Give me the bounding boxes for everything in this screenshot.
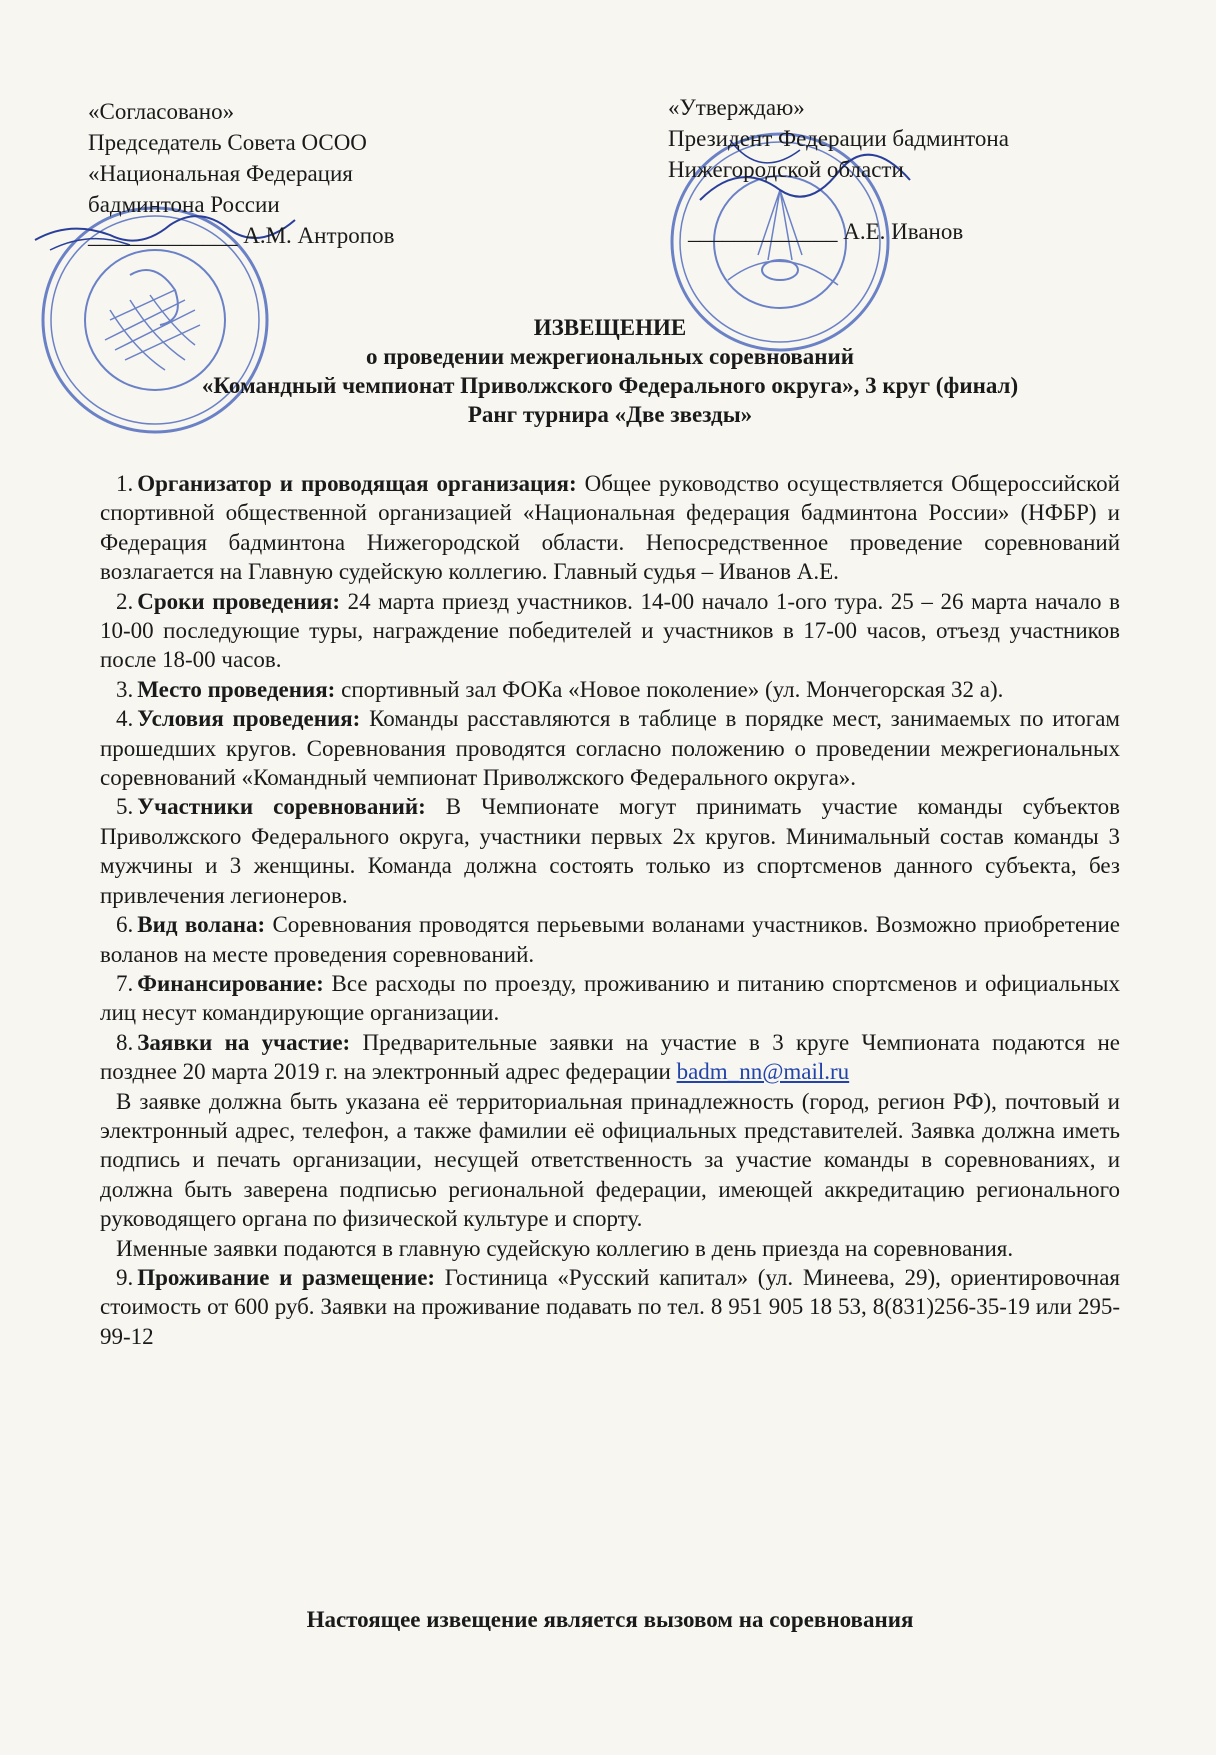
section-text: Гостиница «Русский капитал» (ул. Минеева, 29), ориентировочная стоимость от 600 руб. Заявки на проживание подавать по тел. 8 951 905 18 53, 8(831)256-35-19 или 295-99-12 bbox=[100, 1264, 1120, 1349]
section-heading: Заявки на участие: bbox=[137, 1029, 351, 1055]
section-number: 2. bbox=[116, 588, 134, 614]
section-5 bbox=[100, 792, 1120, 910]
document-title bbox=[100, 313, 1120, 429]
section-text: Общее руководство осуществляется Общероссийской спортивной общественной организацией «Национальная федерация бадминтона России» (НФБР) и Федерация бадминтона Нижегородской области. Непосредственное проведение соревнований возлагается на Главную судейскую коллегию. Главный судья – Иванов А.Е. bbox=[100, 471, 1120, 585]
application-paragraph: В заявке должна быть указана её территориальная принадлежность (город, регион РФ), почтовый и электронный адрес, телефон, а также фамилии её официальных представителей. Заявка должна иметь подпись и печать организации, несущей ответственность за участие команды в соревнованиях, и должна быть заверена подписью региональной федерации, имеющей аккредитацию регионального руководящего органа по физической культуре и спорту. bbox=[100, 1088, 1120, 1232]
header-left-line4: бадминтона России bbox=[88, 192, 280, 217]
section-heading: Проживание и размещение: bbox=[137, 1264, 436, 1290]
section-text: спортивный зал ФОКа «Новое поколение» (ул. Мончегорская 32 а). bbox=[335, 676, 1004, 702]
closing-statement: Настоящее извещение является вызовом на соревнования bbox=[306, 1607, 914, 1632]
title-line4: Ранг турнира «Две звезды» bbox=[467, 402, 753, 427]
section-text: Соревнования проводятся перьевыми воланами участников. Возможно приобретение воланов на месте проведения соревнований. bbox=[100, 912, 1120, 967]
header-left-signature: _____________ А.М. Антропов bbox=[88, 223, 395, 248]
section-1 bbox=[100, 469, 1120, 587]
section-8 bbox=[100, 1028, 1120, 1087]
section-heading: Организатор и проводящая организация: bbox=[137, 471, 577, 496]
email-link[interactable]: badm_nn@mail.ru bbox=[676, 1059, 850, 1085]
header-right-line2: Президент Федерации бадминтона bbox=[668, 126, 1009, 151]
section-number: 9. bbox=[116, 1264, 134, 1290]
section-number: 3. bbox=[116, 676, 134, 702]
header-left-line2: Председатель Совета ОСОО bbox=[88, 130, 367, 155]
section-4 bbox=[100, 704, 1120, 792]
section-number: 5. bbox=[116, 794, 134, 820]
section-6 bbox=[100, 910, 1120, 969]
section-heading: Вид волана: bbox=[137, 912, 266, 938]
section-number: 1. bbox=[116, 471, 134, 496]
section-text: В Чемпионате могут принимать участие команды субъектов Приволжского Федерального округа, участники первых 2х кругов. Минимальный состав команды 3 мужчины и 3 женщины. Команда должна состоять только из спортсменов данного субъекта, без привлечения легионеров. bbox=[100, 794, 1120, 908]
header-right-signature: _____________ А.Е. Иванов bbox=[688, 219, 964, 244]
named-applications-paragraph: Именные заявки подаются в главную судейскую коллегию в день приезда на соревнования. bbox=[116, 1235, 1014, 1261]
section-heading: Место проведения: bbox=[137, 676, 336, 702]
approval-block-right bbox=[668, 92, 1009, 247]
section-9 bbox=[100, 1263, 1120, 1351]
header-right-line3: Нижегородской области bbox=[668, 157, 904, 182]
section-text: 24 марта приезд участников. 14-00 начало 1-ого тура. 25 – 26 марта начало в 10-00 последующие туры, награждение победителей и участников в 17-00 часов, отъезд участников после 18-00 часов. bbox=[100, 588, 1120, 673]
section-number: 7. bbox=[116, 970, 134, 996]
header-left-line1: «Согласовано» bbox=[88, 99, 235, 124]
section-number: 6. bbox=[116, 912, 134, 938]
section-3 bbox=[100, 675, 1120, 704]
section-number: 8. bbox=[116, 1029, 134, 1055]
section-text: Предварительные заявки на участие в 3 круге Чемпионата подаются не позднее 20 марта 2019 г. на электронный адрес федерации bbox=[100, 1029, 1121, 1085]
section-heading: Участники соревнований: bbox=[137, 794, 426, 820]
section-text: Все расходы по проезду, проживанию и питанию спортсменов и официальных лиц несут командирующие организации. bbox=[100, 970, 1120, 1026]
section-text: Команды расставляются в таблице в порядке мест, занимаемых по итогам прошедших кругов. Соревнования проводятся согласно положению о проведении межрегиональных соревнований «Командный чемпионат Приволжского Федерального округа». bbox=[100, 706, 1120, 791]
section-heading: Условия проведения: bbox=[137, 706, 361, 732]
section-heading: Финансирование: bbox=[137, 970, 324, 996]
section-7 bbox=[100, 969, 1120, 1028]
title-line2: о проведении межрегиональных соревнований bbox=[365, 344, 855, 369]
title-line1: ИЗВЕЩЕНИЕ bbox=[533, 315, 687, 340]
section-2 bbox=[100, 587, 1120, 675]
header-left-line3: «Национальная Федерация bbox=[88, 161, 353, 186]
section-number: 4. bbox=[116, 706, 134, 732]
section-heading: Сроки проведения: bbox=[137, 588, 340, 614]
title-line3: «Командный чемпионат Приволжского Федерального округа», 3 круг (финал) bbox=[201, 373, 1019, 398]
approval-block-left bbox=[88, 96, 394, 251]
header-right-line1: «Утверждаю» bbox=[668, 95, 805, 120]
document-body bbox=[100, 469, 1120, 1351]
